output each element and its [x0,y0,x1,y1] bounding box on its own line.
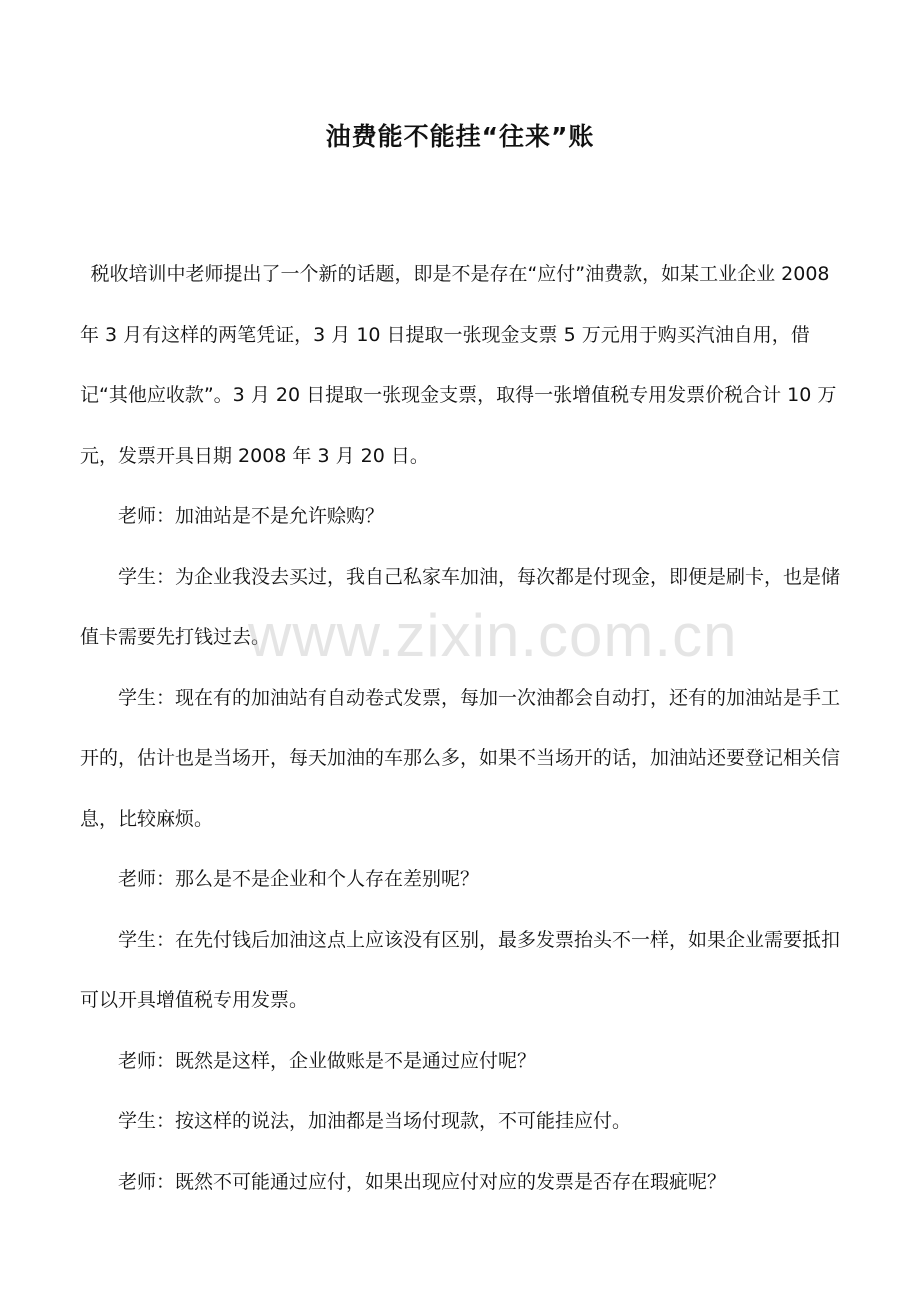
paragraph-student-2: 学生：现在有的加油站有自动卷式发票，每加一次油都会自动打，还有的加油站是手工开的，估计也是当场开，每天加油的车那么多，如果不当场开的话，加油站还要登记相关信息，比较麻烦。 [80,686,841,830]
paragraph-teacher-4: 老师：既然不可能通过应付，如果出现应付对应的发票是否存在瑕疵呢？ [118,1170,727,1193]
paragraph-student-1: 学生：为企业我没去买过，我自己私家车加油，每次都是付现金，即便是刷卡，也是储值卡需要先打钱过去。 [80,565,841,648]
paragraph-teacher-3: 老师：既然是这样，企业做账是不是通过应付呢？ [118,1049,537,1072]
document-title: 油费能不能挂“往来”账 [325,122,595,151]
watermark: www.zixin.com.cn [248,602,738,669]
paragraph-student-3: 学生：在先付钱后加油这点上应该没有区别，最多发票抬头不一样，如果企业需要抵扣可以开具增值税专用发票。 [80,928,841,1011]
paragraph-teacher-1: 老师：加油站是不是允许赊购？ [118,505,385,527]
paragraph-intro: 税收培训中老师提出了一个新的话题，即是不是存在“应付”油费款，如某工业企业 2008 年 3 月有这样的两笔凭证，3 月 10 日提取一张现金支票 5 万元用于购买汽油自用，借记“其他应收款”。3 月 20 日提取一张现金支票，取得一张增值税专用发票价税合计 10 万元，发票开具日期 2008 年 3 月 20 日。 [80,263,837,467]
paragraph-teacher-2: 老师：那么是不是企业和个人存在差别呢？ [118,868,480,890]
paragraph-student-4: 学生：按这样的说法，加油都是当场付现款，不可能挂应付。 [118,1110,632,1132]
document-body [80,244,848,1212]
